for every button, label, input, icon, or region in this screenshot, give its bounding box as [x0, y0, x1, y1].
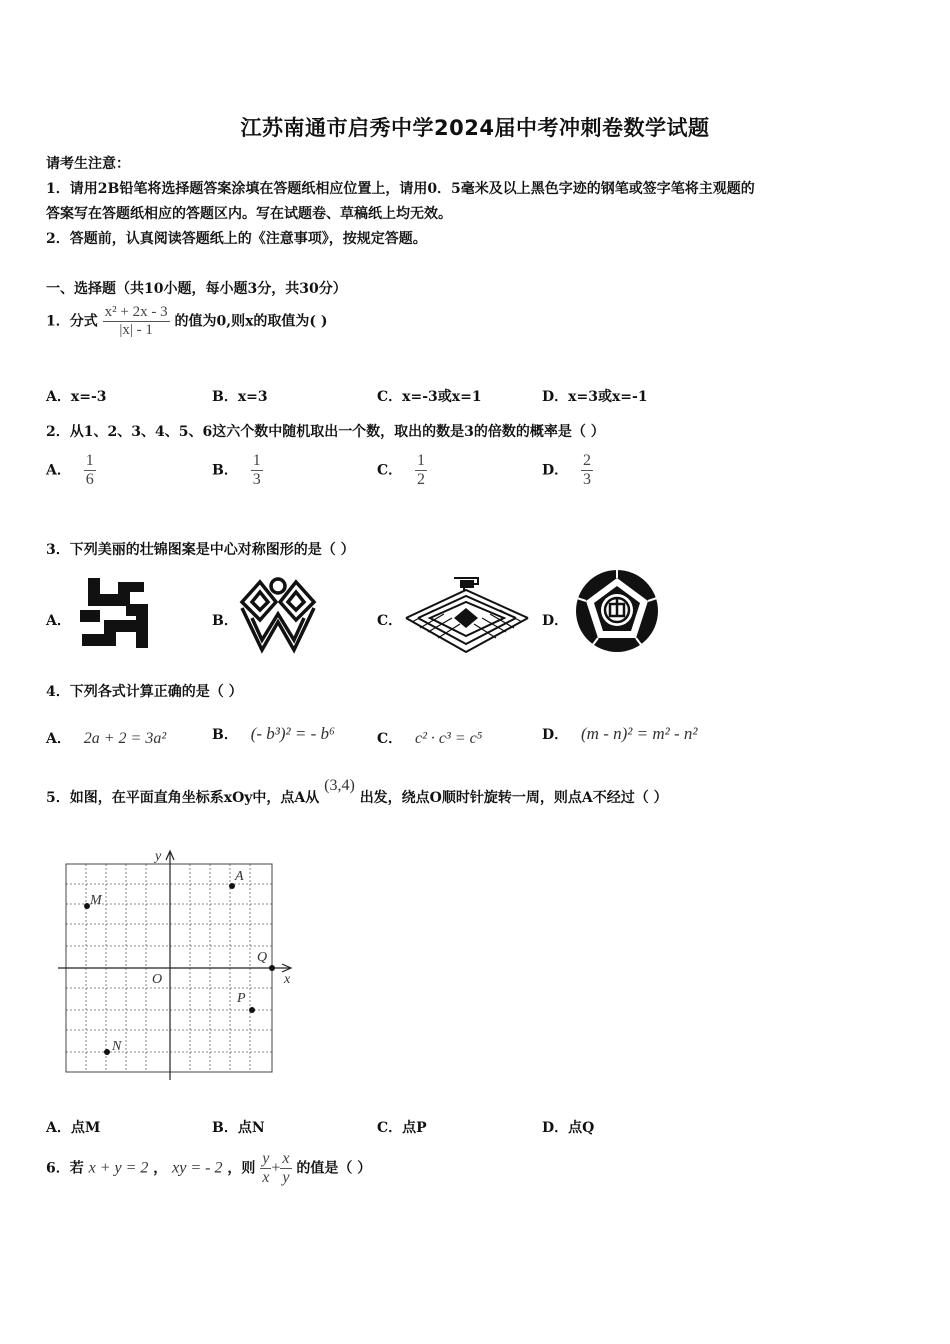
q6-prefix: 6．若	[46, 1160, 84, 1177]
q5-option-b[interactable]: B．点N	[212, 1120, 265, 1136]
q6-f1-den: x	[262, 1169, 270, 1186]
q2-a-den: 6	[85, 471, 94, 488]
q1-option-c[interactable]: C．x=-3或x=1	[377, 389, 482, 405]
y-axis-label: y	[155, 849, 162, 864]
q4-option-a[interactable]	[46, 728, 166, 748]
question-5	[46, 777, 668, 807]
q2-d-label: D．	[542, 462, 569, 479]
q2-a-num: 1	[85, 452, 94, 469]
q2-option-b[interactable]	[212, 452, 263, 489]
q4-option-d[interactable]	[542, 724, 697, 744]
q5-option-a[interactable]: A．点M	[46, 1120, 101, 1136]
question-2: 2．从1、2、3、4、5、6这六个数中随机取出一个数，取出的数是3的倍数的概率是（ ）	[46, 424, 605, 440]
point-n-label: N	[112, 1039, 122, 1054]
q2-c-num: 1	[417, 452, 426, 469]
question-1	[46, 304, 328, 339]
q6-f2-num: x	[282, 1150, 290, 1167]
q4-a-label: A．	[46, 731, 71, 747]
q2-d-fraction	[581, 452, 593, 489]
brocade-pattern-c-icon[interactable]	[404, 570, 530, 656]
q4-option-b[interactable]	[212, 724, 335, 744]
q1-numerator: x² + 2x - 3	[104, 304, 168, 320]
q4-c-label: C．	[377, 731, 403, 747]
q1-suffix: 的值为0,则x的取值为( )	[174, 313, 328, 330]
point-a-marker	[229, 883, 235, 889]
q2-option-a[interactable]	[46, 452, 96, 489]
q2-c-den: 2	[417, 471, 426, 488]
q6-suffix: 的值是（ ）	[296, 1160, 372, 1177]
q4-d-label: D．	[542, 727, 569, 743]
q1-fraction	[103, 304, 170, 339]
q6-equation-1: x + y = 2	[88, 1159, 149, 1177]
q5-point: (3,4)	[324, 777, 355, 794]
q1-prefix: 1．分式	[46, 313, 98, 330]
q2-b-label: B．	[212, 462, 238, 479]
coordinate-grid-figure	[54, 846, 299, 1086]
point-q-marker	[269, 965, 275, 971]
point-n-marker	[104, 1049, 110, 1055]
q4-option-c[interactable]	[377, 728, 482, 748]
q6-f1-num: y	[262, 1150, 270, 1167]
q5-suffix: 出发，绕点O顺时针旋转一周，则点A不经过（ ）	[359, 790, 668, 806]
notice-heading: 请考生注意：	[46, 156, 130, 172]
point-p-marker	[249, 1007, 255, 1013]
q5-prefix: 5．如图，在平面直角坐标系xOy中，点A从	[46, 790, 320, 806]
q2-b-num: 1	[252, 452, 261, 469]
q4-b-label: B．	[212, 727, 238, 743]
q6-fraction-1	[260, 1150, 271, 1187]
page-title: 江苏南通市启秀中学2024届中考冲刺卷数学试题	[240, 116, 710, 140]
point-p-label: P	[237, 991, 246, 1006]
q6-equation-2: xy = - 2	[172, 1159, 223, 1177]
brocade-pattern-a-icon[interactable]	[78, 574, 152, 652]
q2-d-num: 2	[583, 452, 592, 469]
q3-option-c-label[interactable]: C．	[377, 613, 403, 629]
q2-c-fraction	[415, 452, 427, 489]
q2-option-c[interactable]	[377, 452, 427, 489]
q2-option-d[interactable]	[542, 452, 593, 489]
q6-plus: +	[271, 1159, 281, 1177]
q1-option-a[interactable]: A．x=-3	[46, 389, 107, 405]
notice-line-3: 2．答题前，认真阅读答题纸上的《注意事项》，按规定答题。	[46, 231, 427, 247]
q5-option-c[interactable]: C．点P	[377, 1120, 427, 1136]
q6-separator-2: ，则	[227, 1160, 256, 1177]
q6-fraction-2	[280, 1150, 291, 1187]
q1-option-d[interactable]: D．x=3或x=-1	[542, 389, 648, 405]
point-m-label: M	[90, 893, 102, 908]
q3-option-a-label[interactable]: A．	[46, 613, 71, 629]
notice-line-1: 1．请用2B铅笔将选择题答案涂填在答题纸相应位置上，请用0．5毫米及以上黑色字迹的钢笔或签字笔将主观题的	[46, 181, 755, 197]
q1-option-b[interactable]: B．x=3	[212, 389, 268, 405]
q2-b-den: 3	[252, 471, 261, 488]
q6-f2-den: y	[282, 1169, 290, 1186]
q4-b-expr: (- b³)² = - b⁶	[250, 724, 335, 743]
q2-a-fraction	[84, 452, 96, 489]
q2-d-den: 3	[583, 471, 592, 488]
point-m-marker	[84, 903, 90, 909]
q1-denominator: |x| - 1	[103, 321, 170, 339]
question-4: 4．下列各式计算正确的是（ ）	[46, 684, 243, 700]
origin-label: O	[152, 972, 163, 987]
q4-c-expr: c² · c³ = c⁵	[415, 730, 483, 747]
question-6	[46, 1150, 371, 1187]
brocade-pattern-d-icon[interactable]	[574, 568, 660, 654]
x-axis-label: x	[284, 972, 291, 987]
q4-d-expr: (m - n)² = m² - n²	[581, 724, 698, 743]
notice-line-2: 答案写在答题纸相应的答题区内。写在试题卷、草稿纸上均无效。	[46, 206, 452, 222]
section-heading: 一、选择题（共10小题，每小题3分，共30分）	[46, 281, 347, 297]
q6-separator-1: ，	[153, 1160, 168, 1177]
question-3: 3．下列美丽的壮锦图案是中心对称图形的是（ ）	[46, 542, 355, 558]
q2-c-label: C．	[377, 462, 403, 479]
q3-option-b-label[interactable]: B．	[212, 613, 238, 629]
q2-b-fraction	[251, 452, 263, 489]
q4-a-expr: 2a + 2 = 3a²	[83, 730, 167, 747]
point-q-label: Q	[257, 950, 268, 965]
point-a-label: A	[235, 869, 244, 884]
q3-option-d-label[interactable]: D．	[542, 613, 569, 629]
q2-a-label: A．	[46, 462, 71, 479]
brocade-pattern-b-icon[interactable]	[238, 574, 318, 654]
q5-option-d[interactable]: D．点Q	[542, 1120, 595, 1136]
